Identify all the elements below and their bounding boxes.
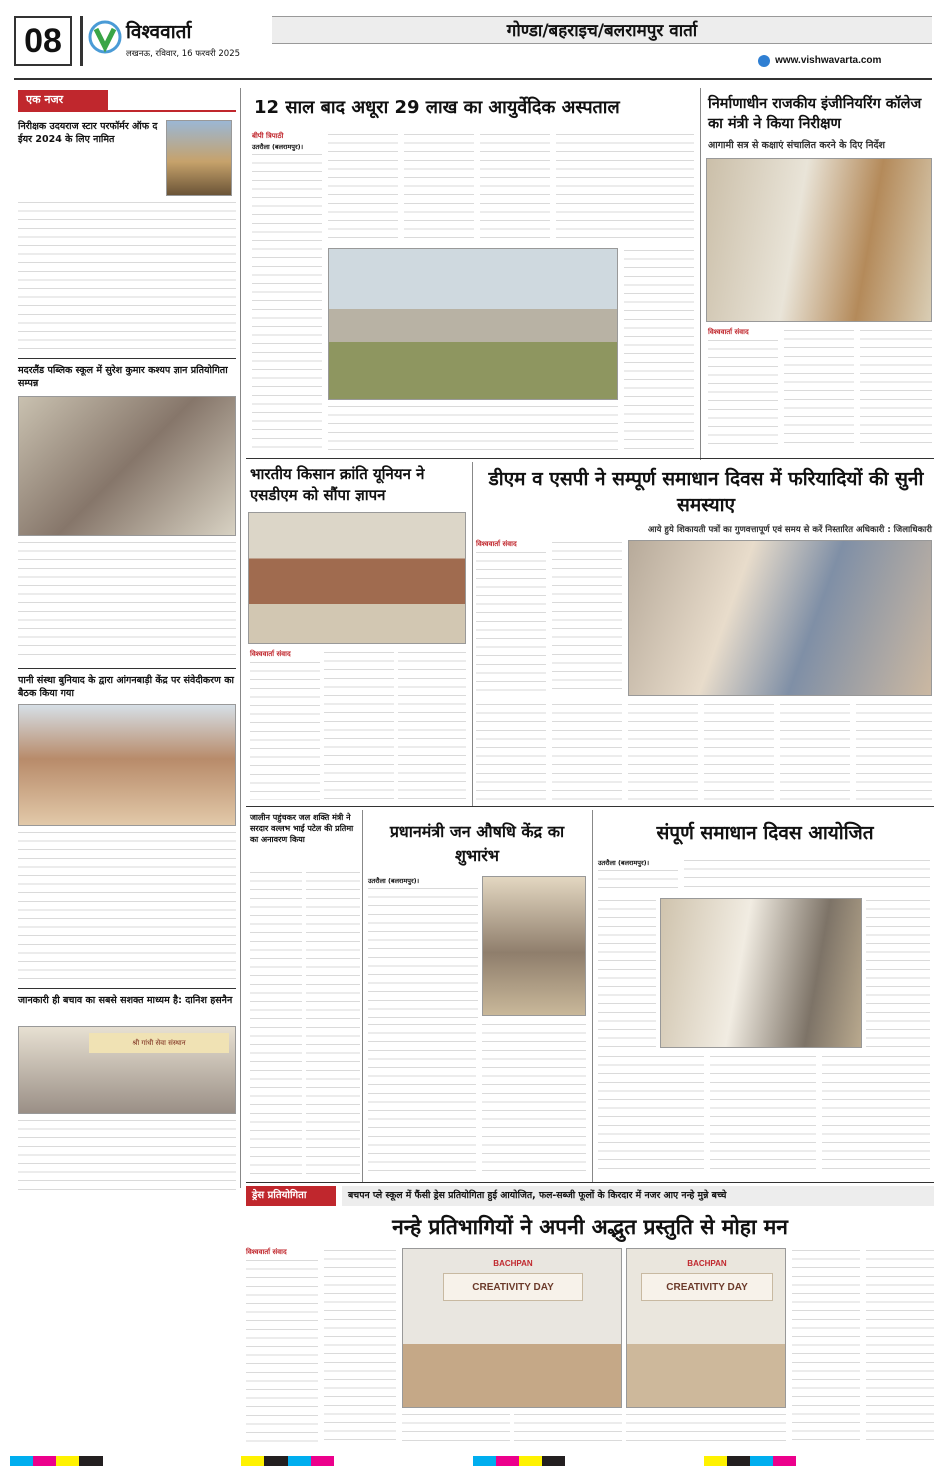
registration-swatch (403, 1456, 426, 1466)
story-body (626, 1412, 786, 1446)
registration-swatch (241, 1456, 264, 1466)
registration-swatch (496, 1456, 519, 1466)
registration-swatch (750, 1456, 773, 1466)
registration-swatch (288, 1456, 311, 1466)
subhead: आगामी सत्र से कक्षाएं संचालित करने के दिए निर्देश (708, 140, 886, 151)
registration-swatch (658, 1456, 681, 1466)
stage-photo (626, 1248, 786, 1408)
registration-swatch (10, 1456, 33, 1466)
dateline: उतरौला (बलरामपुर)। (252, 143, 304, 151)
column-divider (592, 810, 593, 1182)
story-body (598, 1054, 704, 1176)
story-body (476, 702, 546, 802)
section-divider (246, 458, 934, 459)
story-body (368, 1022, 476, 1176)
banner: श्री गांधी सेवा संस्थान (89, 1033, 229, 1053)
registration-swatch (704, 1456, 727, 1466)
registration-swatch (149, 1456, 172, 1466)
story-body (792, 1248, 860, 1446)
banner: CREATIVITY DAY (641, 1273, 773, 1301)
story-body (780, 702, 850, 802)
registration-swatch (634, 1456, 657, 1466)
story-body (708, 338, 778, 450)
edition-bar (272, 16, 932, 44)
headline: नन्हे प्रतिभागियों ने अपनी अद्भुत प्रस्तुति से मोहा मन (392, 1215, 788, 1239)
kicker: बचपन प्ले स्कूल में फैंसी ड्रेस प्रतियोगिता हुई आयोजित, फल-सब्जी फूलों के किरदार में नजर आए नन्हे मुन्ने बच्चे (342, 1186, 934, 1206)
story-body (404, 132, 474, 244)
anganwadi-photo (18, 704, 236, 826)
registration-swatch (33, 1456, 56, 1466)
samadhan-story (476, 462, 934, 807)
story-body (866, 898, 930, 1048)
divider (18, 668, 236, 669)
registration-swatch (819, 1456, 842, 1466)
ek-nazar-label: एक नजर (18, 90, 108, 110)
dateline: लखनऊ, रविवार, 16 फरवरी 2025 (126, 49, 241, 59)
meeting-photo (628, 540, 932, 696)
headline: 12 साल बाद अधूरा 29 लाख का आयुर्वेदिक अस्पताल (254, 97, 620, 118)
masthead (14, 10, 932, 74)
story-body (822, 1054, 930, 1176)
masthead-rule (14, 78, 932, 80)
registration-swatch (866, 1456, 889, 1466)
story-body (624, 248, 694, 450)
registration-swatch (195, 1456, 218, 1466)
registration-strip (10, 1456, 935, 1466)
subhead: आये हुये शिकायती पत्रों का गुणवत्तापूर्ण एवं समय से करें निस्तारित अधिकारी : जिलाधिकारी (647, 525, 932, 535)
paper-name: विश्ववार्ता (126, 21, 192, 43)
registration-swatch (773, 1456, 796, 1466)
story-body (866, 1248, 934, 1446)
byline: विश्ववार्ता संवाद (708, 328, 749, 336)
registration-swatch (588, 1456, 611, 1466)
byline: विश्ववार्ता संवाद (246, 1248, 287, 1256)
story-body (552, 540, 622, 696)
registration-swatch (727, 1456, 750, 1466)
edition-title: गोण्डा/बहराइच/बलरामपुर वार्ता (506, 21, 698, 41)
bachpan-logo: BACHPAN (493, 1259, 533, 1268)
section-divider (246, 1182, 934, 1183)
registration-swatch (611, 1456, 634, 1466)
registration-swatch (565, 1456, 588, 1466)
story-body (556, 132, 694, 244)
story-body (250, 660, 320, 800)
story-body (598, 898, 656, 1048)
page-number: 08 (14, 16, 72, 66)
story-title: निरीक्षक उदयराज स्टार परफॉर्मर ऑफ द ईयर 2024 के लिए नामित (18, 121, 158, 145)
story-body (684, 858, 930, 894)
byline: विश्ववार्ता संवाद (476, 540, 517, 548)
story-body (18, 540, 236, 662)
banner: CREATIVITY DAY (443, 1273, 583, 1301)
registration-swatch (912, 1456, 935, 1466)
stage-photo (402, 1248, 622, 1408)
registration-swatch (264, 1456, 287, 1466)
story-body (18, 1118, 236, 1190)
headline: प्रधानमंत्री जन औषधि केंद्र का शुभारंभ (389, 822, 565, 865)
story-body (324, 650, 394, 800)
headline: जालीन पहुंचकर जल शक्ति मंत्री ने सरदार वल्लभ भाई पटेल की प्रतिमा का अनावरण किया (250, 813, 354, 844)
hospital-story (248, 92, 696, 454)
registration-swatch (843, 1456, 866, 1466)
website-link[interactable]: www.vishwavarta.com (775, 55, 882, 66)
story-title: मदरलैंड पब्लिक स्कूल में सुरेश कुमार कश्यप ज्ञान प्रतियोगिता सम्पन्न (18, 365, 228, 389)
story-body (250, 870, 302, 1176)
aushadhi-story (366, 810, 588, 1180)
story-body (18, 830, 236, 982)
registration-swatch (681, 1456, 704, 1466)
byline: बीपी त्रिपाठी (252, 132, 284, 140)
story-body (328, 404, 618, 450)
globe-icon (758, 55, 770, 67)
dateline: उतरौला (बलरामपुर)। (598, 859, 650, 867)
story-body (482, 1022, 586, 1176)
registration-swatch (218, 1456, 241, 1466)
bachpan-logo: BACHPAN (687, 1259, 727, 1268)
column-divider (472, 462, 473, 807)
story-body (18, 200, 236, 352)
story-body (784, 328, 854, 450)
story-body (324, 1248, 396, 1446)
registration-swatch (56, 1456, 79, 1466)
story-body (552, 702, 622, 802)
story-body (856, 702, 932, 802)
patel-story (248, 810, 360, 1180)
website-row[interactable] (758, 50, 881, 69)
college-story (706, 92, 934, 454)
registration-swatch (542, 1456, 565, 1466)
story-body (306, 870, 360, 1176)
story-body (476, 550, 546, 696)
ek-nazar-column (18, 90, 236, 1190)
registration-swatch (357, 1456, 380, 1466)
story-body (246, 1258, 318, 1446)
registration-swatch (796, 1456, 819, 1466)
registration-swatch (519, 1456, 542, 1466)
dress-story (246, 1186, 934, 1448)
column-divider (362, 810, 363, 1182)
story-body (704, 702, 774, 802)
column-divider (700, 88, 701, 460)
headline: डीएम व एसपी ने सम्पूर्ण समाधान दिवस में फरियादियों की सुनी समस्याए (488, 468, 924, 516)
registration-swatch (380, 1456, 403, 1466)
dateline: उतरौला (बलरामपुर)। (368, 877, 420, 885)
headline: संपूर्ण समाधान दिवस आयोजित (656, 822, 874, 844)
seminar-photo (18, 1026, 236, 1114)
story-body (398, 650, 466, 800)
inauguration-photo (482, 876, 586, 1016)
story-title: जानकारी ही बचाव का सबसे सशक्त माध्यम है: दानिश हसनैन (18, 995, 233, 1006)
section-divider (246, 806, 934, 807)
story-body (402, 1412, 510, 1446)
registration-swatch (126, 1456, 149, 1466)
registration-swatch (311, 1456, 334, 1466)
registration-swatch (103, 1456, 126, 1466)
story-body (480, 132, 550, 244)
story-body (710, 1054, 816, 1176)
column-divider (240, 88, 241, 1188)
headline: निर्माणाधीन राजकीय इंजीनियरिंग कॉलेज का मंत्री ने किया निरीक्षण (708, 96, 922, 132)
farmers-photo (248, 512, 466, 644)
story-title: पानी संस्था बुनियाद के द्वारा आंगनबाड़ी केंद्र पर संवेदीकरण का बैठक किया गया (18, 675, 234, 699)
story-body (252, 152, 322, 450)
registration-swatch (473, 1456, 496, 1466)
story-body (514, 1412, 622, 1446)
headline: भारतीय किसान क्रांति यूनियन ने एसडीएम को सौंपा ज्ञापन (250, 465, 425, 504)
label-rule (18, 110, 236, 112)
classroom-photo (18, 396, 236, 536)
kisan-story (248, 462, 468, 802)
dress-label: ड्रेस प्रतियोगिता (246, 1186, 336, 1206)
registration-swatch (889, 1456, 912, 1466)
logo-icon (88, 20, 122, 54)
masthead-divider (80, 16, 83, 66)
story-body (598, 868, 678, 894)
registration-swatch (334, 1456, 357, 1466)
divider (18, 358, 236, 359)
story-body (628, 702, 698, 802)
byline: विश्ववार्ता संवाद (250, 650, 291, 658)
story-body (368, 886, 478, 1018)
registration-swatch (426, 1456, 449, 1466)
hospital-photo (328, 248, 618, 400)
officials-photo (660, 898, 862, 1048)
samadhan2-story (596, 810, 934, 1180)
registration-swatch (449, 1456, 472, 1466)
story-body (860, 328, 932, 450)
registration-swatch (172, 1456, 195, 1466)
minister-photo (706, 158, 932, 322)
registration-swatch (79, 1456, 102, 1466)
story-body (328, 132, 398, 244)
divider (18, 988, 236, 989)
officer-photo (166, 120, 232, 196)
